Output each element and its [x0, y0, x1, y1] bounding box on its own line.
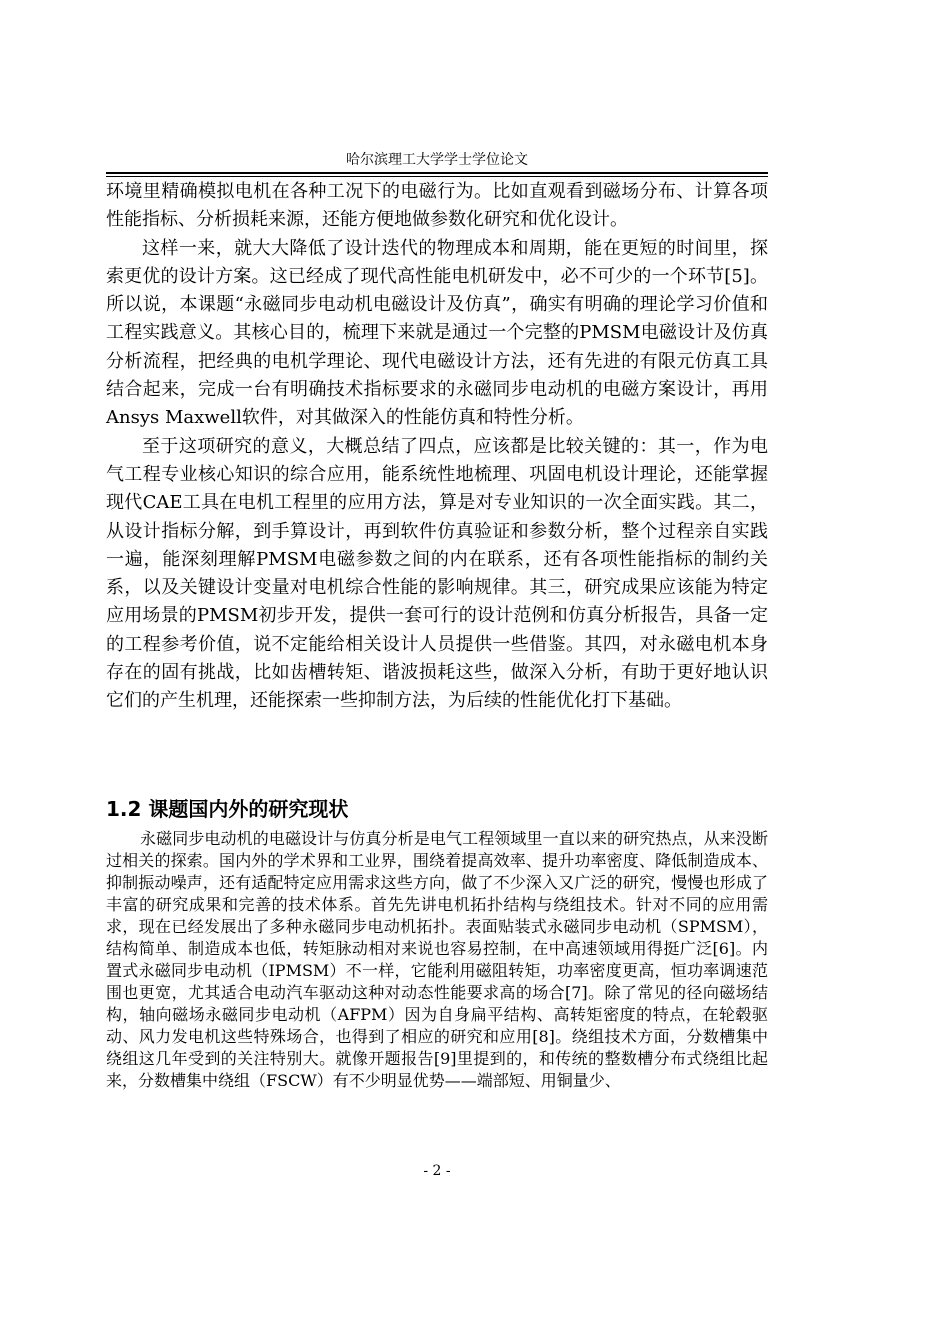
paragraph: 至于这项研究的意义，大概总结了四点，应该都是比较关键的：其一，作为电气工程专业核心知识的综合应用，能系统性地梳理、巩固电机设计理论，还能掌握现代CAE工具在电机工程里的应用方法，算是对专业知识的一次全面实践。其二，从设计指标分解，到手算设计，再到软件仿真验证和参数分析，整个过程亲自实践一遍，能深刻理解PMSM电磁参数之间的内在联系，还有各项性能指标的制约关系，以及关键设计变量对电机综合性能的影响规律。其三，研究成果应该能为特定应用场景的PMSM初步开发，提供一套可行的设计范例和仿真分析报告，具备一定的工程参考价值，说不定能给相关设计人员提供一些借鉴。其四，对永磁电机本身存在的固有挑战，比如齿槽转矩、谐波损耗这些，做深入分析，有助于更好地认识它们的产生机理，还能探索一些抑制方法，为后续的性能优化打下基础。	[106, 435, 768, 712]
paragraph: 永磁同步电动机的电磁设计与仿真分析是电气工程领域里一直以来的研究热点，从来没断过相关的探索。国内外的学术界和工业界，围绕着提高效率、提升功率密度、降低制造成本、抑制振动噪声，还有适配特定应用需求这些方向，做了不少深入又广泛的研究，慢慢也形成了丰富的研究成果和完善的技术体系。首先先讲电机拓扑结构与绕组技术。针对不同的应用需求，现在已经发展出了多种永磁同步电动机拓扑。表面贴装式永磁同步电动机（SPMSM），结构简单、制造成本也低，转矩脉动相对来说也容易控制，在中高速领域用得挺广泛[6]。内置式永磁同步电动机（IPMSM）不一样，它能利用磁阻转矩，功率密度更高，恒功率调速范围也更宽，尤其适合电动汽车驱动这种对动态性能要求高的场合[7]。除了常见的径向磁场结构，轴向磁场永磁同步电动机（AFPM）因为自身扁平结构、高转矩密度的特点，在轮毂驱动、风力发电机这些特殊场合，也得到了相应的研究和应用[8]。绕组技术方面，分数槽集中绕组这几年受到的关注特别大。就像开题报告[9]里提到的，和传统的整数槽分布式绕组比起来，分数槽集中绕组（FSCW）有不少明显优势——端部短、用铜量少、	[106, 829, 768, 1090]
header-rule-thick	[106, 172, 768, 174]
paragraph: 环境里精确模拟电机在各种工况下的电磁行为。比如直观看到磁场分布、计算各项性能指标、分析损耗来源，还能方便地做参数化研究和优化设计。	[106, 181, 768, 231]
section-heading: 1.2 课题国内外的研究现状	[106, 797, 349, 821]
body-text-bottom	[106, 828, 768, 1092]
body-text-top	[106, 178, 768, 716]
page-header: 哈尔滨理工大学学士学位论文	[346, 152, 528, 168]
paragraph: 这样一来，就大大降低了设计迭代的物理成本和周期，能在更短的时间里，探索更优的设计方案。这已经成了现代高性能电机研发中，必不可少的一个环节[5]。所以说，本课题“永磁同步电动机电磁设计及仿真”，确实有明确的理论学习价值和工程实践意义。其核心目的，梳理下来就是通过一个完整的PMSM电磁设计及仿真分析流程，把经典的电机学理论、现代电磁设计方法，还有先进的有限元仿真工具结合起来，完成一台有明确技术指标要求的永磁同步电动机的电磁方案设计，再用Ansys Maxwell软件，对其做深入的性能仿真和特性分析。	[106, 237, 768, 429]
page-number: - 2 -	[423, 1163, 451, 1179]
header-rule-thin	[106, 176, 768, 177]
